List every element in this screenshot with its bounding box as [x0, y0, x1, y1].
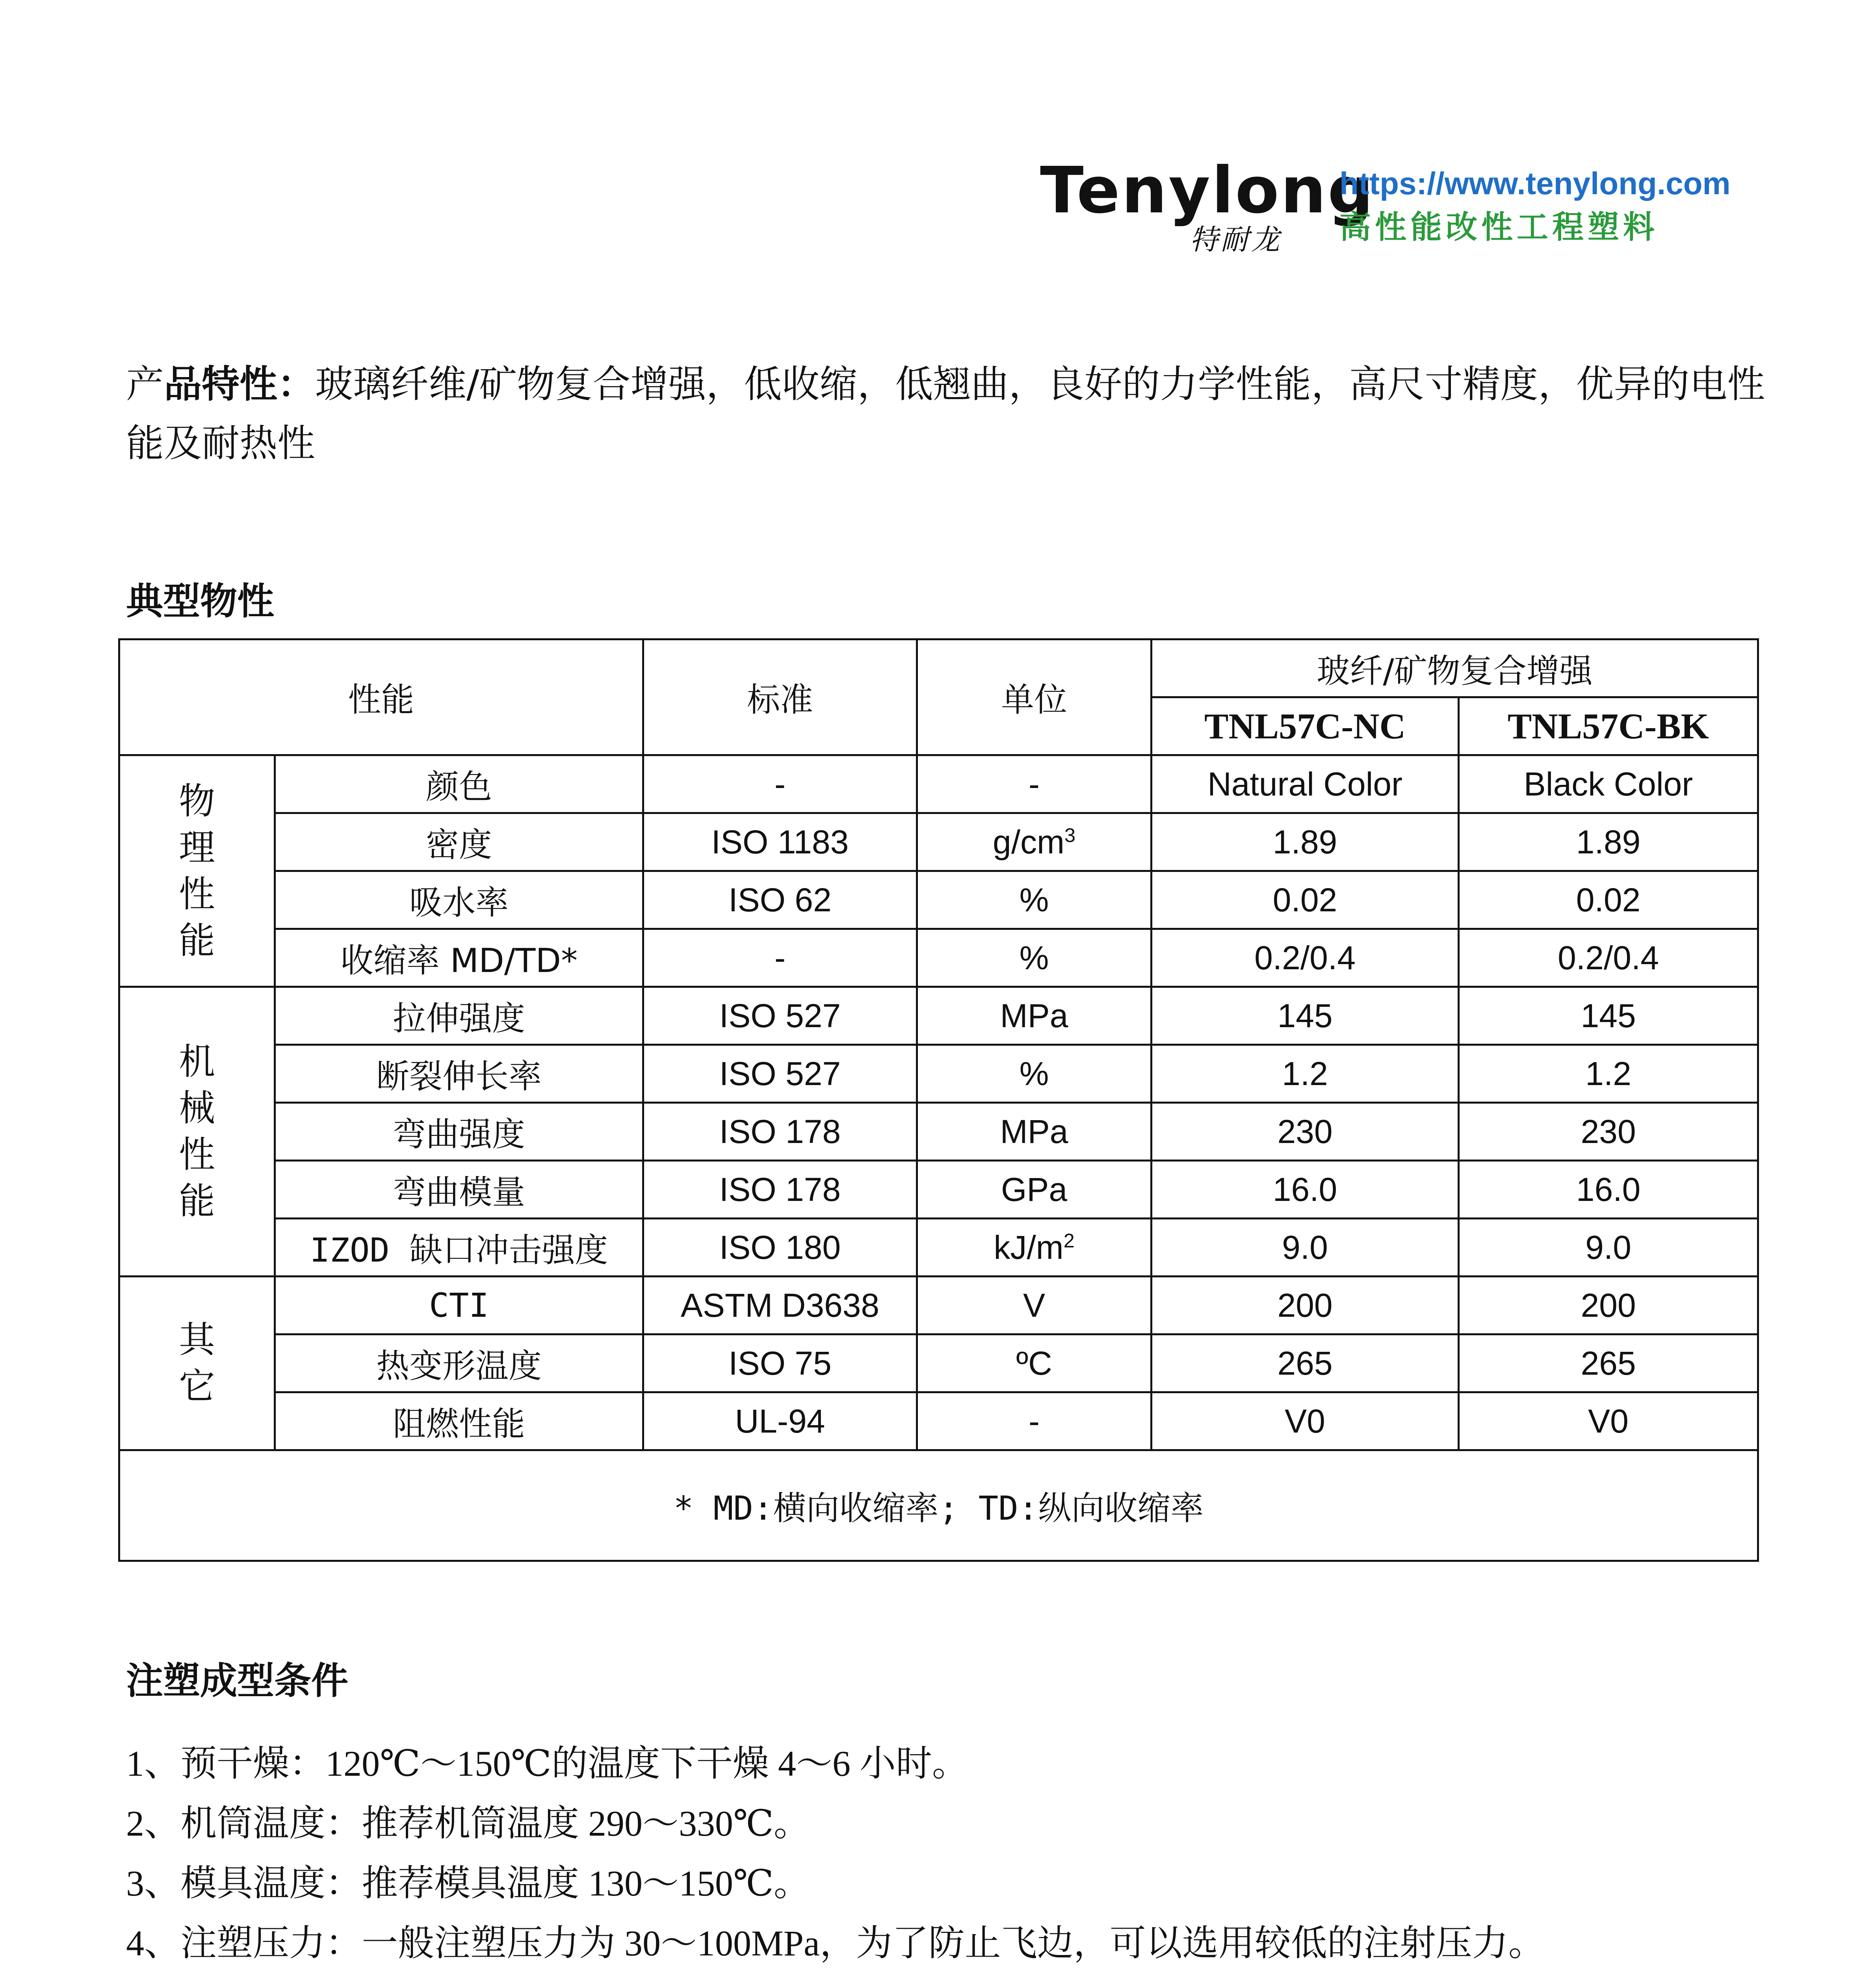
value-nc-cell: 16.0: [1152, 1161, 1459, 1219]
company-logo: [1040, 154, 1731, 256]
product-features: [126, 355, 1781, 473]
value-bk-cell: 0.2/0.4: [1459, 929, 1758, 987]
property-name-cell: IZOD 缺口冲击强度: [275, 1219, 643, 1277]
property-name-cell: 收缩率 MD/TD*: [275, 929, 643, 987]
standard-cell: ISO 180: [643, 1219, 917, 1277]
molding-condition-item: 3、模具温度：推荐模具温度 130～150℃。: [126, 1863, 810, 1903]
header-grade-bk: TNL57C-BK: [1459, 697, 1758, 755]
value-bk-cell: V0: [1459, 1392, 1758, 1450]
molding-condition-item: 4、注塑压力：一般注塑压力为 30～100MPa，为了防止飞边，可以选用较低的注射压力。: [126, 1923, 1545, 1963]
molding-condition-item: 2、机筒温度：推荐机筒温度 290～330℃。: [126, 1803, 810, 1844]
table-footnote-row: [119, 1450, 1758, 1561]
logo-chinese-name: 特耐龙: [1190, 223, 1282, 256]
table-row: [119, 1045, 1758, 1103]
standard-cell: -: [643, 929, 917, 987]
property-name-cell: 断裂伸长率: [275, 1045, 643, 1103]
property-name-cell: 弯曲强度: [275, 1103, 643, 1161]
value-nc-cell: 9.0: [1152, 1219, 1459, 1277]
value-bk-cell: 16.0: [1459, 1161, 1758, 1219]
table-row: [119, 1392, 1758, 1450]
property-name-cell: CTI: [275, 1277, 643, 1334]
property-name-cell: 阻燃性能: [275, 1392, 643, 1450]
value-nc-cell: 145: [1152, 987, 1459, 1045]
features-prefix: 产: [126, 362, 164, 406]
property-group-label: 物 理 性 能: [119, 755, 275, 987]
value-bk-cell: 145: [1459, 987, 1758, 1045]
unit-text: g/cm: [992, 823, 1065, 860]
value-bk-cell: 9.0: [1459, 1219, 1758, 1277]
table-row: [119, 871, 1758, 929]
table-row: [119, 755, 1758, 813]
typical-properties-title: 典型物性: [126, 580, 275, 623]
unit-cell: %: [917, 871, 1152, 929]
molding-conditions-list: [126, 1734, 1662, 1970]
features-label: 品特性：: [164, 362, 315, 406]
header-grade-nc: TNL57C-NC: [1152, 697, 1459, 755]
unit-cell: V: [917, 1277, 1152, 1334]
value-nc-cell: 200: [1152, 1277, 1459, 1334]
property-name-cell: 密度: [275, 813, 643, 871]
value-bk-cell: 0.02: [1459, 871, 1758, 929]
value-bk-cell: 200: [1459, 1277, 1758, 1334]
molding-condition-item: 1、预干燥：120℃～150℃的温度下干燥 4～6 小时。: [126, 1743, 968, 1784]
unit-cell: [917, 1219, 1152, 1277]
standard-cell: ISO 178: [643, 1161, 917, 1219]
property-group-label: 其 它: [119, 1277, 275, 1450]
table-row: [119, 929, 1758, 987]
value-nc-cell: 265: [1152, 1334, 1459, 1392]
unit-cell: -: [917, 1392, 1152, 1450]
value-nc-cell: 0.02: [1152, 871, 1459, 929]
unit-cell: [917, 813, 1152, 871]
unit-exponent: 3: [1064, 823, 1076, 846]
property-name-cell: 吸水率: [275, 871, 643, 929]
standard-cell: ISO 527: [643, 987, 917, 1045]
value-nc-cell: 0.2/0.4: [1152, 929, 1459, 987]
header-material-group: 玻纤/矿物复合增强: [1152, 639, 1758, 697]
value-bk-cell: 1.2: [1459, 1045, 1758, 1103]
table-row: [119, 987, 1758, 1045]
properties-table-body: [119, 639, 1758, 1561]
unit-cell: %: [917, 929, 1152, 987]
value-bk-cell: 265: [1459, 1334, 1758, 1392]
value-bk-cell: Black Color: [1459, 755, 1758, 813]
value-bk-cell: 230: [1459, 1103, 1758, 1161]
table-row: [119, 1103, 1758, 1161]
table-row: [119, 1277, 1758, 1334]
molding-conditions-title: 注塑成型条件: [126, 1660, 349, 1702]
unit-text: kJ/m: [994, 1228, 1064, 1266]
unit-cell: %: [917, 1045, 1152, 1103]
unit-cell: GPa: [917, 1161, 1152, 1219]
shrinkage-footnote: * MD:横向收缩率; TD:纵向收缩率: [119, 1450, 1758, 1561]
standard-cell: -: [643, 755, 917, 813]
value-nc-cell: V0: [1152, 1392, 1459, 1450]
value-nc-cell: 230: [1152, 1103, 1459, 1161]
header-property: 性能: [119, 639, 643, 755]
table-row: [119, 1219, 1758, 1277]
features-text: 玻璃纤维/矿物复合增强，低收缩，低翘曲，良好的力学性能，高尺寸精度，优异的电性能及耐热性: [126, 362, 1765, 465]
header-unit: 单位: [917, 639, 1152, 755]
unit-cell: MPa: [917, 987, 1152, 1045]
standard-cell: ISO 1183: [643, 813, 917, 871]
table-header-row: [119, 639, 1758, 697]
standard-cell: ISO 62: [643, 871, 917, 929]
property-name-cell: 弯曲模量: [275, 1161, 643, 1219]
unit-cell: ºC: [917, 1334, 1152, 1392]
unit-cell: -: [917, 755, 1152, 813]
standard-cell: ISO 75: [643, 1334, 917, 1392]
unit-exponent: 2: [1063, 1229, 1075, 1252]
website-url[interactable]: https://www.tenylong.com: [1339, 166, 1731, 201]
property-group-label: 机 械 性 能: [119, 987, 275, 1277]
properties-table: [118, 638, 1759, 1562]
property-name-cell: 热变形温度: [275, 1334, 643, 1392]
standard-cell: UL-94: [643, 1392, 917, 1450]
company-slogan: 高性能改性工程塑料: [1339, 209, 1659, 245]
table-row: [119, 1334, 1758, 1392]
value-nc-cell: 1.89: [1152, 813, 1459, 871]
header-standard: 标准: [643, 639, 917, 755]
value-nc-cell: 1.2: [1152, 1045, 1459, 1103]
standard-cell: ASTM D3638: [643, 1277, 917, 1334]
value-nc-cell: Natural Color: [1152, 755, 1459, 813]
unit-cell: MPa: [917, 1103, 1152, 1161]
property-name-cell: 拉伸强度: [275, 987, 643, 1045]
standard-cell: ISO 178: [643, 1103, 917, 1161]
logo-wordmark: Tenylong: [1040, 154, 1375, 228]
standard-cell: ISO 527: [643, 1045, 917, 1103]
value-bk-cell: 1.89: [1459, 813, 1758, 871]
property-name-cell: 颜色: [275, 755, 643, 813]
table-row: [119, 813, 1758, 871]
table-row: [119, 1161, 1758, 1219]
